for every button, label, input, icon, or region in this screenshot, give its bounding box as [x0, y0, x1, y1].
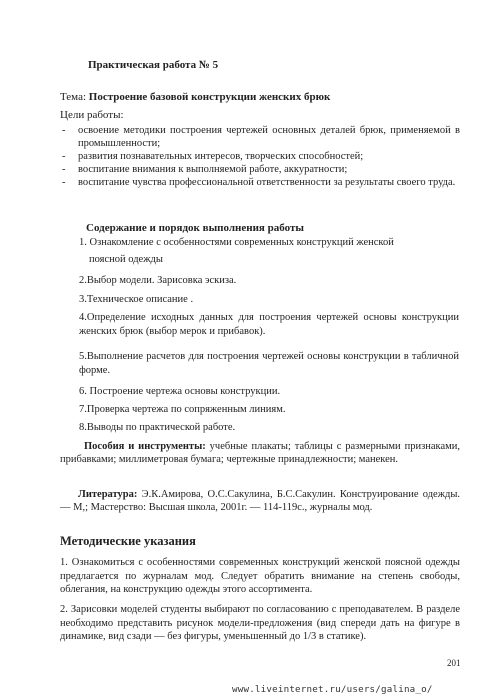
tools-text: учебные плакаты; таблицы с размерными признаками, прибавками; миллиметровая бумага; чертежные принадлежности; манекен. [60, 441, 460, 465]
step-item: 3.Техническое описание . [79, 294, 194, 305]
theme-text: Построение базовой конструкции женских брюк [88, 91, 331, 103]
page-number: 201 [447, 658, 461, 668]
watermark-url: www.liveinternet.ru/users/galina_o/ [232, 684, 433, 695]
goal-item: - развития познавательных интересов, творческих способностей; [60, 150, 460, 163]
goals-list [60, 124, 460, 189]
step-item: 6. Построение чертежа основы конструкции. [79, 386, 281, 397]
step-item: 7.Проверка чертежа по сопряженным линиям. [79, 404, 286, 415]
tools-paragraph [60, 440, 460, 466]
theme-prefix: Тема: [60, 91, 89, 103]
step-item: 8.Выводы по практической работе. [79, 422, 236, 433]
method-heading: Методические указания [60, 534, 196, 548]
step-item: 4.Определение исходных данных для построения чертежей основы конструкции женских брюк (выбор мерок и прибавок). [79, 312, 459, 337]
goal-item: - освоение методики построения чертежей основных деталей брюк, применяемой в промышленности; [60, 124, 460, 150]
goal-item: - воспитание чувства профессиональной ответственности за результаты своего труда. [60, 176, 460, 189]
method-paragraph: 2. Зарисовки моделей студенты выбирают по согласованию с преподавателем. В разделе необходимо представить рисунок модели-предложения (вид спереди дать на фигуре в динамике, вид сзади — без фигуры, уменьшенный до 1/3 в статике). [60, 604, 460, 642]
literature-paragraph [60, 488, 460, 514]
page-title: Практическая работа № 5 [88, 59, 219, 71]
literature-label: Литература: [78, 489, 138, 500]
tools-label: Пособия и инструменты: [84, 441, 206, 452]
step-item: 1. Ознакомление с особенностями современных конструкций женской [79, 237, 394, 248]
method-paragraph: 1. Ознакомиться с особенностями современных конструкций женской поясной одежды предлагается по журналам мод. Следует обратить внимание на степень свободы, облегания, на конструкцию одежды этого ассортимента. [60, 557, 460, 595]
step-item-continuation: поясной одежды [89, 254, 163, 265]
step-item: 2.Выбор модели. Зарисовка эскиза. [79, 275, 237, 286]
step-item: 5.Выполнение расчетов для построения чертежей основы конструкции в табличной форме. [79, 351, 459, 376]
goal-item: - воспитание внимания к выполняемой работе, аккуратности; [60, 163, 460, 176]
theme-line [60, 90, 330, 104]
procedure-heading: Содержание и порядок выполнения работы [86, 222, 304, 234]
literature-text: Э.К.Амирова, О.С.Сакулина, Б.С.Сакулин. Конструирование одежды. — М,; Мастерство: Высшая школа, 2001г. — 114-119с., журналы мод. [60, 489, 460, 513]
goals-heading: Цели работы: [60, 109, 124, 121]
